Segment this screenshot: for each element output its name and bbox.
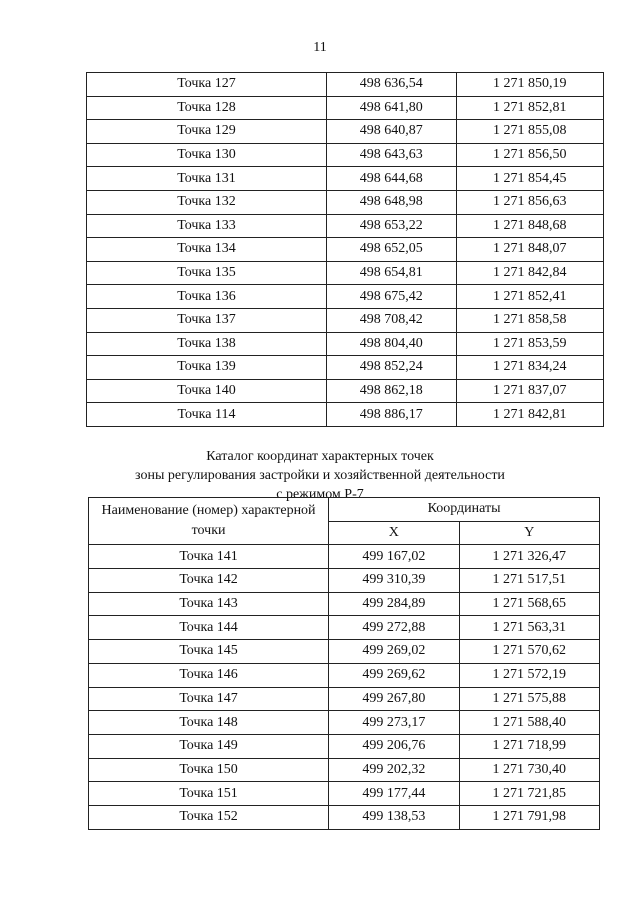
point-name-cell: Точка 144 xyxy=(89,616,329,640)
point-name-cell: Точка 139 xyxy=(87,356,327,380)
y-coordinate-cell: 1 271 853,59 xyxy=(456,332,603,356)
y-coordinate-cell: 1 271 326,47 xyxy=(459,545,599,569)
point-name-cell: Точка 130 xyxy=(87,143,327,167)
y-coordinate-cell: 1 271 517,51 xyxy=(459,569,599,593)
x-coordinate-cell: 498 708,42 xyxy=(326,308,456,332)
x-coordinate-cell: 498 652,05 xyxy=(326,238,456,262)
x-coordinate-cell: 498 654,81 xyxy=(326,261,456,285)
point-name-cell: Точка 152 xyxy=(89,805,329,829)
x-coordinate-cell: 498 640,87 xyxy=(326,120,456,144)
point-name-cell: Точка 142 xyxy=(89,569,329,593)
table-row xyxy=(89,663,600,687)
y-coordinate-cell: 1 271 837,07 xyxy=(456,379,603,403)
table-row xyxy=(87,143,604,167)
point-name-cell: Точка 147 xyxy=(89,687,329,711)
x-coordinate-cell: 498 643,63 xyxy=(326,143,456,167)
x-coordinate-cell: 498 886,17 xyxy=(326,403,456,427)
header-point-name: Наименование (номер) характерной точки xyxy=(89,498,329,545)
x-coordinate-cell: 499 272,88 xyxy=(329,616,459,640)
x-coordinate-cell: 499 267,80 xyxy=(329,687,459,711)
table-row xyxy=(89,711,600,735)
table-row xyxy=(87,167,604,191)
table-row xyxy=(89,805,600,829)
x-coordinate-cell: 498 852,24 xyxy=(326,356,456,380)
x-coordinate-cell: 498 675,42 xyxy=(326,285,456,309)
y-coordinate-cell: 1 271 791,98 xyxy=(459,805,599,829)
caption-line-3: с режимом Р-7 xyxy=(276,487,364,502)
x-coordinate-cell: 499 206,76 xyxy=(329,734,459,758)
table-row xyxy=(89,758,600,782)
x-coordinate-cell: 499 202,32 xyxy=(329,758,459,782)
y-coordinate-cell: 1 271 858,58 xyxy=(456,308,603,332)
point-name-cell: Точка 129 xyxy=(87,120,327,144)
y-coordinate-cell: 1 271 572,19 xyxy=(459,663,599,687)
x-coordinate-cell: 499 269,02 xyxy=(329,640,459,664)
y-coordinate-cell: 1 271 730,40 xyxy=(459,758,599,782)
y-coordinate-cell: 1 271 856,63 xyxy=(456,190,603,214)
point-name-cell: Точка 146 xyxy=(89,663,329,687)
x-coordinate-cell: 498 644,68 xyxy=(326,167,456,191)
point-name-cell: Точка 114 xyxy=(87,403,327,427)
x-coordinate-cell: 499 310,39 xyxy=(329,569,459,593)
y-coordinate-cell: 1 271 854,45 xyxy=(456,167,603,191)
point-name-cell: Точка 127 xyxy=(87,73,327,97)
y-coordinate-cell: 1 271 855,08 xyxy=(456,120,603,144)
table-row xyxy=(89,687,600,711)
table-row xyxy=(89,734,600,758)
table-row xyxy=(87,332,604,356)
header-coordinates: Координаты xyxy=(329,498,600,522)
point-name-cell: Точка 145 xyxy=(89,640,329,664)
x-coordinate-cell: 498 653,22 xyxy=(326,214,456,238)
y-coordinate-cell: 1 271 563,31 xyxy=(459,616,599,640)
x-coordinate-cell: 498 641,80 xyxy=(326,96,456,120)
caption-line-2: зоны регулирования застройки и хозяйственной деятельности xyxy=(135,468,505,483)
y-coordinate-cell: 1 271 842,81 xyxy=(456,403,603,427)
y-coordinate-cell: 1 271 575,88 xyxy=(459,687,599,711)
table-row xyxy=(89,545,600,569)
catalog-caption xyxy=(0,447,640,504)
x-coordinate-cell: 498 648,98 xyxy=(326,190,456,214)
table1-body xyxy=(87,73,604,427)
point-name-cell: Точка 136 xyxy=(87,285,327,309)
y-coordinate-cell: 1 271 718,99 xyxy=(459,734,599,758)
point-name-cell: Точка 134 xyxy=(87,238,327,262)
point-name-cell: Точка 141 xyxy=(89,545,329,569)
point-name-cell: Точка 143 xyxy=(89,592,329,616)
x-coordinate-cell: 499 177,44 xyxy=(329,782,459,806)
y-coordinate-cell: 1 271 852,81 xyxy=(456,96,603,120)
point-name-cell: Точка 131 xyxy=(87,167,327,191)
x-coordinate-cell: 499 284,89 xyxy=(329,592,459,616)
y-coordinate-cell: 1 271 848,68 xyxy=(456,214,603,238)
table-row xyxy=(87,403,604,427)
table-row xyxy=(87,261,604,285)
point-name-cell: Точка 135 xyxy=(87,261,327,285)
x-coordinate-cell: 499 167,02 xyxy=(329,545,459,569)
table-row xyxy=(89,782,600,806)
header-x: X xyxy=(329,521,459,545)
header-y: Y xyxy=(459,521,599,545)
y-coordinate-cell: 1 271 588,40 xyxy=(459,711,599,735)
table-row xyxy=(87,356,604,380)
x-coordinate-cell: 499 269,62 xyxy=(329,663,459,687)
table-row xyxy=(87,73,604,97)
x-coordinate-cell: 499 273,17 xyxy=(329,711,459,735)
point-name-cell: Точка 128 xyxy=(87,96,327,120)
y-coordinate-cell: 1 271 856,50 xyxy=(456,143,603,167)
x-coordinate-cell: 499 138,53 xyxy=(329,805,459,829)
y-coordinate-cell: 1 271 570,62 xyxy=(459,640,599,664)
point-name-cell: Точка 148 xyxy=(89,711,329,735)
point-name-cell: Точка 138 xyxy=(87,332,327,356)
point-name-cell: Точка 150 xyxy=(89,758,329,782)
table-row xyxy=(89,616,600,640)
y-coordinate-cell: 1 271 852,41 xyxy=(456,285,603,309)
table-row xyxy=(87,308,604,332)
table-row xyxy=(87,238,604,262)
y-coordinate-cell: 1 271 568,65 xyxy=(459,592,599,616)
table-row xyxy=(87,96,604,120)
table-row xyxy=(89,640,600,664)
y-coordinate-cell: 1 271 721,85 xyxy=(459,782,599,806)
table-row xyxy=(89,592,600,616)
x-coordinate-cell: 498 804,40 xyxy=(326,332,456,356)
point-name-cell: Точка 137 xyxy=(87,308,327,332)
table-row xyxy=(87,190,604,214)
y-coordinate-cell: 1 271 850,19 xyxy=(456,73,603,97)
point-name-cell: Точка 132 xyxy=(87,190,327,214)
table-row xyxy=(87,379,604,403)
table-row xyxy=(89,569,600,593)
page-number: 11 xyxy=(313,40,327,55)
table2-body xyxy=(89,545,600,829)
x-coordinate-cell: 498 862,18 xyxy=(326,379,456,403)
point-name-cell: Точка 133 xyxy=(87,214,327,238)
point-name-cell: Точка 149 xyxy=(89,734,329,758)
x-coordinate-cell: 498 636,54 xyxy=(326,73,456,97)
table-row xyxy=(87,214,604,238)
y-coordinate-cell: 1 271 842,84 xyxy=(456,261,603,285)
y-coordinate-cell: 1 271 834,24 xyxy=(456,356,603,380)
point-name-cell: Точка 140 xyxy=(87,379,327,403)
table2-header xyxy=(89,498,600,545)
caption-line-1: Каталог координат характерных точек xyxy=(206,449,434,464)
coordinates-table-continued xyxy=(86,72,604,427)
y-coordinate-cell: 1 271 848,07 xyxy=(456,238,603,262)
coordinates-table-r7 xyxy=(88,497,600,830)
table-row xyxy=(87,285,604,309)
table-row xyxy=(87,120,604,144)
point-name-cell: Точка 151 xyxy=(89,782,329,806)
